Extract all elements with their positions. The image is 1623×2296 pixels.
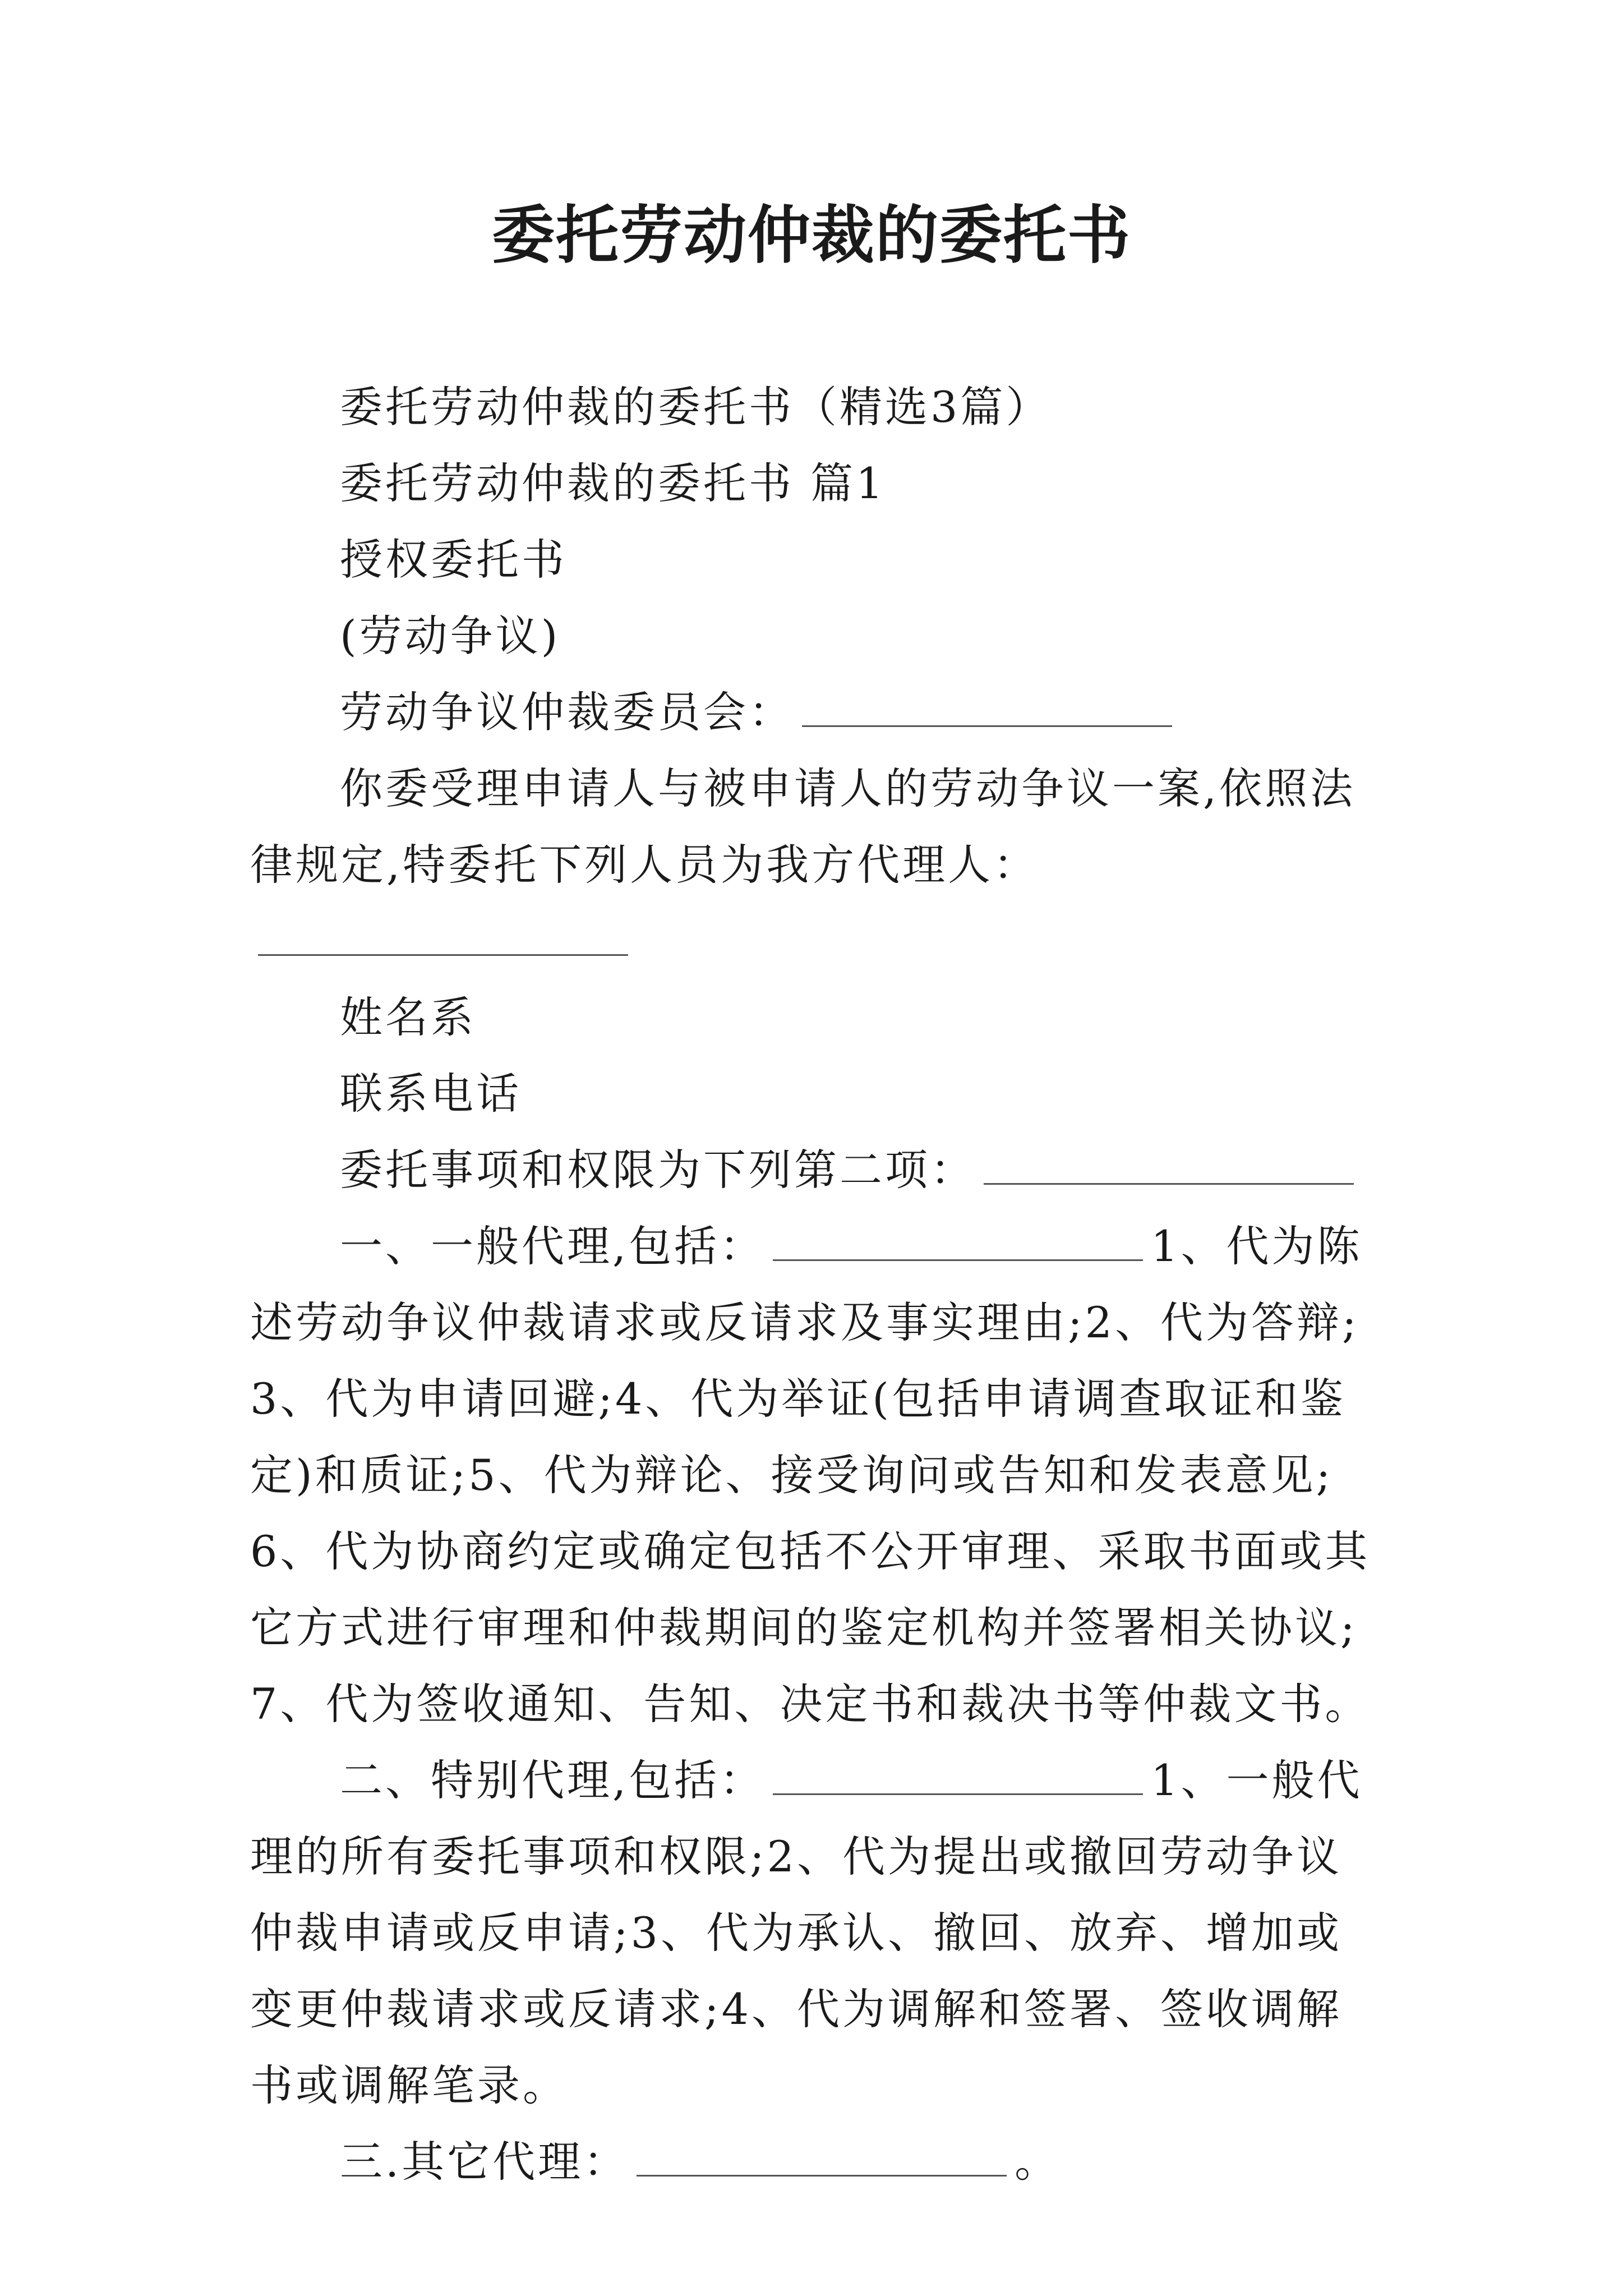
part-heading: 委托劳动仲裁的委托书 篇1 [340, 458, 886, 508]
case-paragraph [250, 751, 1383, 979]
committee-blank [802, 692, 1172, 727]
general-agency-paragraph [250, 1208, 1383, 1742]
intro-line: 委托劳动仲裁的委托书（精选3篇） [340, 382, 1052, 432]
phone-line: 联系电话 [340, 1069, 522, 1119]
general-agency-blank [773, 1226, 1143, 1261]
committee-line [250, 674, 1383, 751]
matters-blank [984, 1149, 1354, 1185]
agent-blank [258, 921, 628, 956]
other-agency-lead: 三.其它代理： [340, 2137, 629, 2187]
other-agency-line [250, 2124, 1383, 2200]
case-text: 你委受理申请人与被申请人的劳动争议一案,依照法律规定,特委托下列人员为我方代理人： [250, 763, 1356, 890]
special-agency-text: 1、一般代理的所有委托事项和权限;2、代为提出或撤回劳动争议仲裁申请或反申请;3、代为承认、撤回、放弃、增加或变更仲裁请求或反请求;4、代为调解和签署、签收调解书或调解笔录。 [250, 1755, 1363, 2110]
other-agency-blank [637, 2141, 1007, 2177]
general-agency-text: 1、代为陈述劳动争议仲裁请求或反请求及事实理由;2、代为答辩;3、代为申请回避;4、代为举证(包括申请调查取证和鉴定)和质证;5、代为辩论、接受询问或告知和发表意见;6、代为协商约定或确定包括不公开审理、采取书面或其它方式进行审理和仲裁期间的鉴定机构并签署相关协议;7、代为签收通知、告知、决定书和裁决书等仲裁文书。 [250, 1221, 1371, 1729]
general-agency-lead: 一、一般代理,包括： [340, 1221, 766, 1271]
name-line: 姓名系 [340, 992, 476, 1042]
special-agency-blank [773, 1760, 1143, 1795]
document-title: 委托劳动仲裁的委托书 [492, 199, 1131, 272]
special-agency-paragraph [250, 1742, 1383, 2124]
document-body [250, 369, 1383, 2200]
other-agency-end: 。 [1015, 2137, 1061, 2187]
special-agency-lead: 二、特别代理,包括： [340, 1755, 766, 1805]
committee-label: 劳动争议仲裁委员会： [340, 687, 794, 737]
matters-label: 委托事项和权限为下列第二项： [340, 1145, 976, 1195]
matters-line [250, 1132, 1383, 1208]
authorization-heading: 授权委托书 [340, 535, 567, 585]
dispute-subtitle: (劳动争议) [340, 611, 561, 661]
